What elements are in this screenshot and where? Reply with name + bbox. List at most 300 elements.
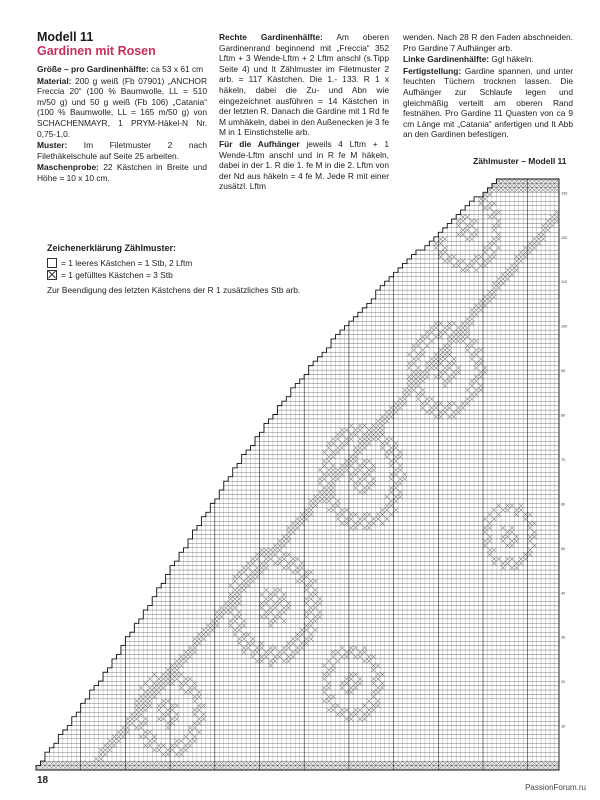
filled-box <box>264 614 268 618</box>
filled-box <box>309 592 313 596</box>
filled-box <box>523 557 527 561</box>
filled-box <box>425 397 429 401</box>
filled-box <box>492 766 496 770</box>
filled-box <box>300 574 304 578</box>
filled-box <box>483 303 487 307</box>
filled-box <box>470 766 474 770</box>
filled-box <box>501 526 505 530</box>
chart-row <box>45 757 559 761</box>
filled-box <box>309 610 313 614</box>
filled-box <box>282 534 286 538</box>
chart-row <box>90 694 559 698</box>
filled-box <box>465 766 469 770</box>
filled-box <box>322 690 326 694</box>
filled-box <box>492 210 496 214</box>
filled-box <box>483 259 487 263</box>
filled-box <box>456 370 460 374</box>
filled-box <box>54 761 58 765</box>
filled-box <box>487 512 491 516</box>
filled-box <box>233 597 237 601</box>
filled-box <box>389 415 393 419</box>
filled-box <box>371 690 375 694</box>
filled-box <box>344 428 348 432</box>
filled-box <box>295 632 299 636</box>
filled-box <box>362 712 366 716</box>
filled-box <box>344 459 348 463</box>
filled-box <box>398 481 402 485</box>
filled-box <box>184 734 188 738</box>
filled-box <box>425 401 429 405</box>
filled-box <box>394 401 398 405</box>
filled-box <box>139 708 143 712</box>
filled-box <box>112 739 116 743</box>
filled-box <box>192 726 196 730</box>
filled-box <box>394 459 398 463</box>
filled-box <box>291 521 295 525</box>
filled-box <box>447 348 451 352</box>
filled-box <box>434 357 438 361</box>
filled-box <box>429 766 433 770</box>
filled-box <box>215 610 219 614</box>
filled-box <box>116 761 120 765</box>
filled-box <box>309 583 313 587</box>
filled-box <box>389 503 393 507</box>
filled-box <box>349 463 353 467</box>
filled-box <box>344 441 348 445</box>
filled-box <box>420 766 424 770</box>
chart-row <box>331 339 559 343</box>
filled-box <box>179 739 183 743</box>
filled-box <box>148 699 152 703</box>
filled-box <box>555 188 559 192</box>
filled-box <box>344 708 348 712</box>
filled-box <box>251 654 255 658</box>
chart-row <box>251 446 559 450</box>
filled-box <box>139 694 143 698</box>
filled-box <box>380 423 384 427</box>
filled-box <box>438 370 442 374</box>
chart-row <box>411 255 559 259</box>
filled-box <box>519 561 523 565</box>
filled-box <box>148 690 152 694</box>
filled-box <box>443 259 447 263</box>
filled-box <box>309 499 313 503</box>
filled-box <box>349 766 353 770</box>
filled-box <box>188 690 192 694</box>
filled-box <box>139 761 143 765</box>
filled-box <box>331 455 335 459</box>
filled-box <box>510 188 514 192</box>
filled-box <box>389 477 393 481</box>
filled-box <box>134 712 138 716</box>
filled-box <box>496 766 500 770</box>
filled-box <box>425 410 429 414</box>
filled-box <box>514 263 518 267</box>
filled-box <box>349 686 353 690</box>
filled-box <box>108 748 112 752</box>
filled-box <box>335 503 339 507</box>
row-number-label: 70 <box>561 457 566 462</box>
filled-box <box>349 761 353 765</box>
filled-box <box>85 761 89 765</box>
filled-box <box>514 255 518 259</box>
filled-box <box>300 628 304 632</box>
filled-box <box>532 766 536 770</box>
filled-box <box>367 468 371 472</box>
filled-box <box>492 228 496 232</box>
filled-box <box>335 432 339 436</box>
filled-box <box>99 757 103 761</box>
filled-box <box>224 601 228 605</box>
filled-box <box>456 330 460 334</box>
filled-box <box>550 223 554 227</box>
filled-box <box>215 761 219 765</box>
filled-box <box>201 703 205 707</box>
filled-box <box>264 610 268 614</box>
filled-box <box>501 534 505 538</box>
filled-box <box>528 534 532 538</box>
filled-box <box>304 614 308 618</box>
filled-box <box>514 259 518 263</box>
filled-box <box>550 219 554 223</box>
filled-box <box>461 215 465 219</box>
filled-box <box>452 361 456 365</box>
filled-box <box>349 517 353 521</box>
filled-box <box>125 726 129 730</box>
filled-box <box>492 201 496 205</box>
filled-box <box>327 659 331 663</box>
filled-box <box>505 508 509 512</box>
filled-box <box>255 574 259 578</box>
filled-box <box>353 468 357 472</box>
filled-box <box>304 610 308 614</box>
filled-box <box>45 766 49 770</box>
filled-box <box>318 610 322 614</box>
filled-box <box>487 526 491 530</box>
filled-box <box>134 708 138 712</box>
filled-box <box>407 388 411 392</box>
filled-box <box>376 686 380 690</box>
filled-box <box>268 646 272 650</box>
filled-box <box>465 348 469 352</box>
filled-box <box>537 188 541 192</box>
filled-box <box>331 694 335 698</box>
filled-box <box>443 326 447 330</box>
filled-box <box>487 552 491 556</box>
filled-box <box>295 570 299 574</box>
filled-box <box>170 703 174 707</box>
filled-box <box>461 259 465 263</box>
filled-box <box>197 690 201 694</box>
filled-box <box>255 659 259 663</box>
filled-box <box>456 326 460 330</box>
filled-box <box>398 477 402 481</box>
filled-box <box>398 468 402 472</box>
filled-box <box>219 761 223 765</box>
filled-box <box>300 646 304 650</box>
filled-box <box>358 490 362 494</box>
filled-box <box>367 512 371 516</box>
filled-box <box>447 379 451 383</box>
filled-box <box>304 508 308 512</box>
filled-box <box>371 708 375 712</box>
filled-box <box>550 183 554 187</box>
filled-box <box>528 188 532 192</box>
filled-box <box>327 761 331 765</box>
filled-box <box>465 263 469 267</box>
filled-box <box>58 761 62 765</box>
filled-box <box>362 432 366 436</box>
filled-box <box>143 681 147 685</box>
filled-box <box>175 677 179 681</box>
filled-box <box>474 375 478 379</box>
filled-box <box>452 401 456 405</box>
filled-box <box>268 597 272 601</box>
filled-box <box>358 521 362 525</box>
filled-box <box>175 761 179 765</box>
filled-box <box>550 179 554 183</box>
filled-box <box>313 601 317 605</box>
filled-box <box>170 748 174 752</box>
filled-box <box>505 272 509 276</box>
filled-box <box>335 703 339 707</box>
filled-box <box>344 508 348 512</box>
filled-box <box>519 255 523 259</box>
filled-box <box>277 650 281 654</box>
filled-box <box>385 503 389 507</box>
filled-box <box>456 335 460 339</box>
filled-box <box>514 566 518 570</box>
filled-box <box>487 206 491 210</box>
filled-box <box>358 441 362 445</box>
filled-box <box>487 246 491 250</box>
filled-box <box>197 730 201 734</box>
filled-box <box>94 766 98 770</box>
filled-box <box>268 610 272 614</box>
filled-box <box>514 766 518 770</box>
filled-box <box>103 748 107 752</box>
filled-box <box>157 677 161 681</box>
filled-box <box>465 330 469 334</box>
filled-box <box>429 397 433 401</box>
filled-box <box>340 712 344 716</box>
filled-box <box>479 375 483 379</box>
filled-box <box>170 672 174 676</box>
chart-row <box>134 623 559 627</box>
filled-box <box>331 668 335 672</box>
filled-box <box>407 366 411 370</box>
chart-row <box>277 406 559 410</box>
filled-box <box>380 761 384 765</box>
filled-box <box>407 761 411 765</box>
filled-box <box>505 268 509 272</box>
filled-box <box>501 281 505 285</box>
filled-box <box>201 712 205 716</box>
filled-box <box>335 659 339 663</box>
filled-box <box>362 441 366 445</box>
filled-box <box>371 761 375 765</box>
filled-box <box>438 250 442 254</box>
chart-row <box>376 290 559 294</box>
filled-box <box>429 406 433 410</box>
filled-box <box>438 375 442 379</box>
filled-box <box>197 761 201 765</box>
filled-box <box>282 592 286 596</box>
filled-box <box>398 397 402 401</box>
filled-box <box>40 766 44 770</box>
filled-box <box>465 388 469 392</box>
filled-box <box>175 672 179 676</box>
filled-box <box>389 499 393 503</box>
filled-box <box>376 703 380 707</box>
chart-row <box>143 614 559 618</box>
filled-box <box>470 308 474 312</box>
filled-box <box>425 366 429 370</box>
filled-box <box>532 543 536 547</box>
filled-box <box>184 659 188 663</box>
filled-box <box>188 766 192 770</box>
filled-box <box>197 694 201 698</box>
filled-box <box>461 232 465 236</box>
filled-box <box>233 574 237 578</box>
filled-box <box>474 766 478 770</box>
filled-box <box>215 614 219 618</box>
filled-box <box>420 379 424 383</box>
filled-box <box>291 570 295 574</box>
filled-box <box>268 548 272 552</box>
filled-box <box>479 303 483 307</box>
filled-box <box>510 566 514 570</box>
filled-box <box>456 406 460 410</box>
filled-box <box>215 619 219 623</box>
filled-box <box>434 352 438 356</box>
filled-box <box>380 512 384 516</box>
filled-box <box>268 606 272 610</box>
filled-box <box>496 179 500 183</box>
filled-box <box>228 592 232 596</box>
filled-box <box>483 766 487 770</box>
filled-box <box>555 215 559 219</box>
filled-box <box>322 686 326 690</box>
filled-box <box>228 606 232 610</box>
filled-box <box>411 348 415 352</box>
chart-row <box>45 752 559 756</box>
filled-box <box>277 539 281 543</box>
filled-box <box>555 761 559 765</box>
filled-box <box>192 761 196 765</box>
filled-box <box>286 561 290 565</box>
filled-box <box>532 534 536 538</box>
filled-box <box>416 352 420 356</box>
filled-box <box>108 739 112 743</box>
filled-box <box>429 330 433 334</box>
filled-box <box>286 526 290 530</box>
filled-box <box>353 681 357 685</box>
filled-box <box>443 379 447 383</box>
filled-box <box>496 188 500 192</box>
filled-box <box>344 654 348 658</box>
filled-box <box>161 717 165 721</box>
filled-box <box>304 601 308 605</box>
filled-box <box>447 343 451 347</box>
filled-box <box>371 694 375 698</box>
filled-box <box>166 752 170 756</box>
filled-box <box>483 206 487 210</box>
filled-box <box>452 321 456 325</box>
filled-box <box>143 761 147 765</box>
filled-box <box>434 241 438 245</box>
filled-box <box>380 432 384 436</box>
filled-box <box>255 650 259 654</box>
filled-box <box>358 428 362 432</box>
filled-box <box>362 517 366 521</box>
filled-box <box>157 717 161 721</box>
filled-box <box>411 375 415 379</box>
filled-box <box>456 223 460 227</box>
legend-empty-row: = 1 leeres Kästchen = 1 Stb, 2 Lftm <box>47 257 347 269</box>
filled-box <box>152 748 156 752</box>
filled-box <box>474 392 478 396</box>
filled-box <box>206 623 210 627</box>
filled-box <box>260 548 264 552</box>
filled-box <box>166 726 170 730</box>
filled-box <box>394 766 398 770</box>
filled-box <box>487 766 491 770</box>
filled-box <box>411 370 415 374</box>
filled-box <box>362 472 366 476</box>
filled-box <box>474 352 478 356</box>
filled-box <box>192 686 196 690</box>
filled-box <box>273 766 277 770</box>
filled-box <box>398 463 402 467</box>
filled-box <box>327 694 331 698</box>
filled-box <box>237 637 241 641</box>
row-number-label: 50 <box>561 546 566 551</box>
filled-box <box>470 321 474 325</box>
filled-box <box>474 312 478 316</box>
filled-box <box>447 326 451 330</box>
filled-box <box>510 526 514 530</box>
filled-box <box>331 486 335 490</box>
filled-box <box>313 579 317 583</box>
filled-box <box>492 286 496 290</box>
filled-box <box>371 766 375 770</box>
filled-box <box>108 766 112 770</box>
filled-box <box>389 472 393 476</box>
filled-box <box>260 766 264 770</box>
filled-box <box>411 343 415 347</box>
filled-box <box>215 623 219 627</box>
filled-box <box>192 734 196 738</box>
filled-box <box>192 681 196 685</box>
filled-box <box>362 477 366 481</box>
filled-box <box>228 610 232 614</box>
filled-box <box>295 517 299 521</box>
filled-box <box>219 614 223 618</box>
filled-box <box>483 366 487 370</box>
filled-box <box>242 766 246 770</box>
filled-box <box>318 614 322 618</box>
filled-box <box>322 450 326 454</box>
filled-box <box>282 766 286 770</box>
filled-box <box>434 326 438 330</box>
filled-box <box>474 388 478 392</box>
filled-box <box>125 761 129 765</box>
filled-box <box>286 646 290 650</box>
filled-box <box>192 699 196 703</box>
filled-box <box>282 543 286 547</box>
filled-box <box>340 686 344 690</box>
